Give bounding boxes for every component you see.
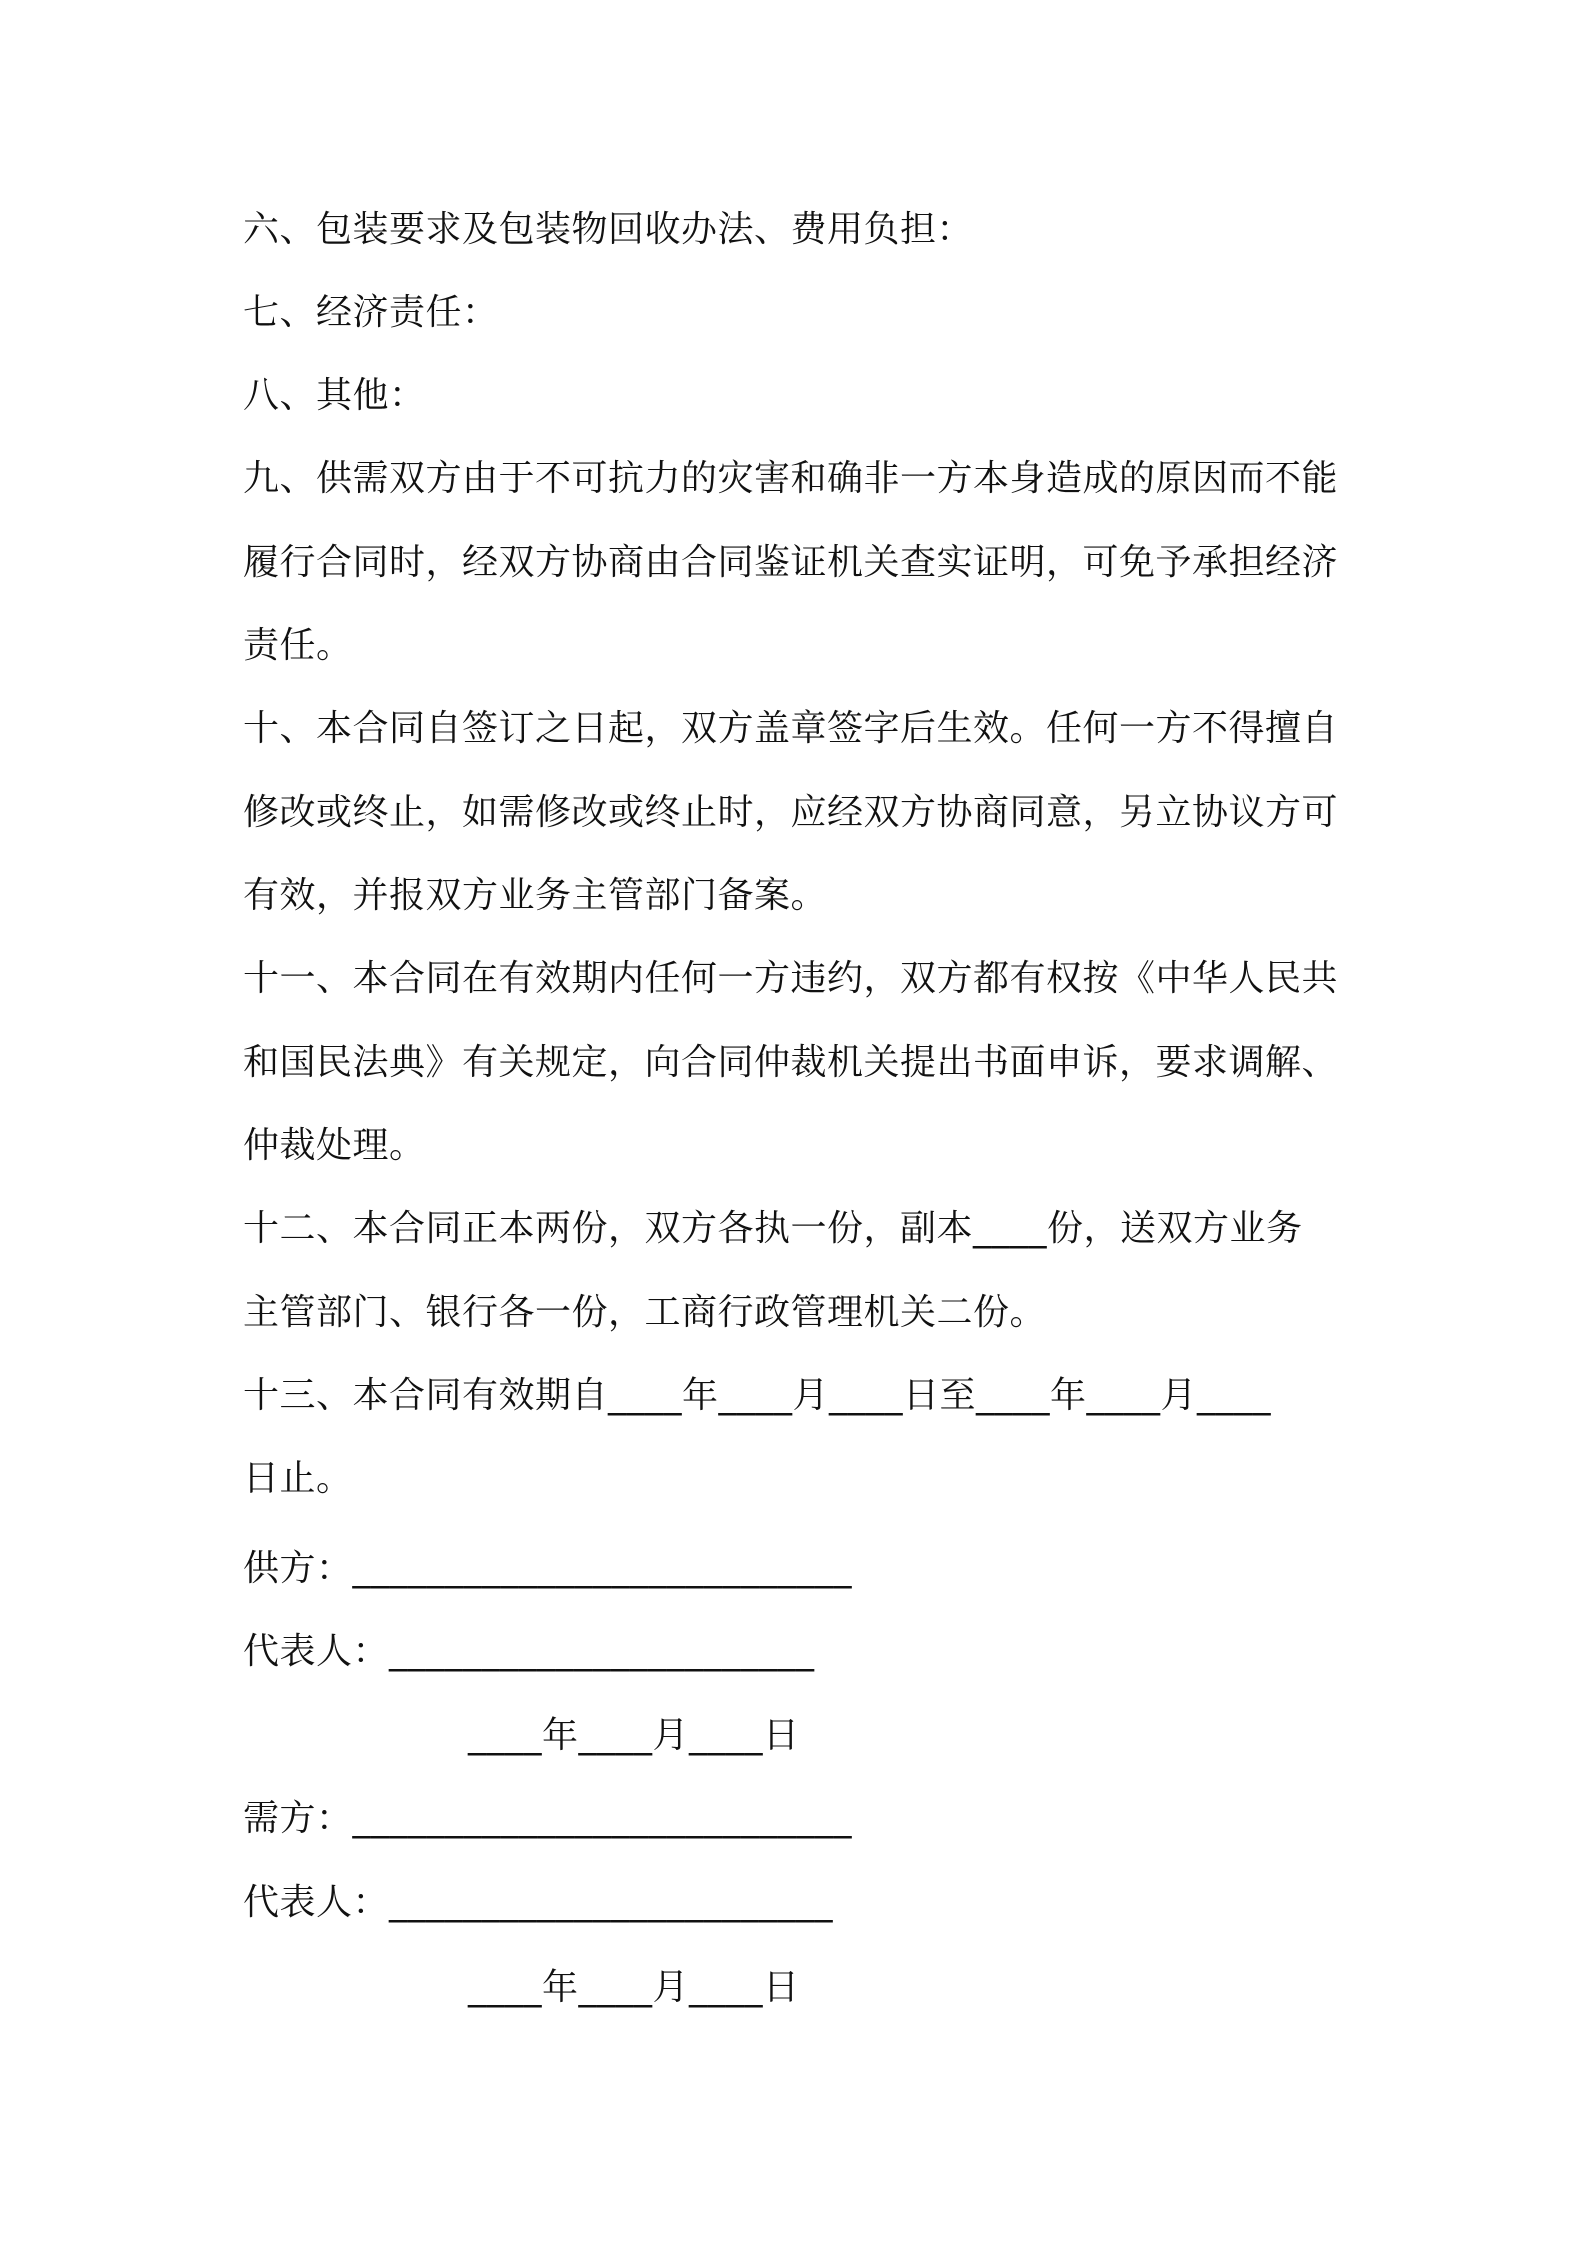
clause-13-line-1: 十三、本合同有效期自____年____月____日至____年____月____ <box>243 1375 1272 1416</box>
buyer-date-line: ____年____月____日 <box>468 1967 800 2008</box>
supplier-signature-line: 供方：___________________________ <box>243 1548 853 1589</box>
clause-10-line-2: 修改或终止，如需修改或终止时，应经双方协商同意，另立协议方可 <box>243 792 1339 833</box>
clause-7-economic-liability: 七、经济责任： <box>243 292 499 333</box>
clause-8-other: 八、其他： <box>243 375 426 416</box>
clause-12-line-2: 主管部门、银行各一份，工商行政管理机关二份。 <box>243 1292 1047 1333</box>
clause-9-line-3: 责任。 <box>243 625 353 666</box>
clause-11-line-3: 仲裁处理。 <box>243 1125 426 1166</box>
clause-6-packaging: 六、包装要求及包装物回收办法、费用负担： <box>243 209 974 250</box>
buyer-signature-line: 需方：___________________________ <box>243 1798 853 1839</box>
clause-11-line-2: 和国民法典》有关规定，向合同仲裁机关提出书面申诉，要求调解、 <box>243 1042 1339 1083</box>
clause-13-line-2: 日止。 <box>243 1458 353 1499</box>
buyer-representative-line: 代表人：________________________ <box>243 1882 834 1923</box>
clause-10-line-1: 十、本合同自签订之日起，双方盖章签字后生效。任何一方不得擅自 <box>243 708 1339 749</box>
supplier-date-line: ____年____月____日 <box>468 1715 800 1756</box>
clause-12-line-1: 十二、本合同正本两份，双方各执一份，副本____份，送双方业务 <box>243 1208 1303 1249</box>
clause-10-line-3: 有效，并报双方业务主管部门备案。 <box>243 875 828 916</box>
clause-9-line-1: 九、供需双方由于不可抗力的灾害和确非一方本身造成的原因而不能 <box>243 458 1339 499</box>
supplier-representative-line: 代表人：_______________________ <box>243 1631 815 1672</box>
clause-9-line-2: 履行合同时，经双方协商由合同鉴证机关查实证明，可免予承担经济 <box>243 542 1339 583</box>
clause-11-line-1: 十一、本合同在有效期内任何一方违约，双方都有权按《中华人民共 <box>243 958 1339 999</box>
